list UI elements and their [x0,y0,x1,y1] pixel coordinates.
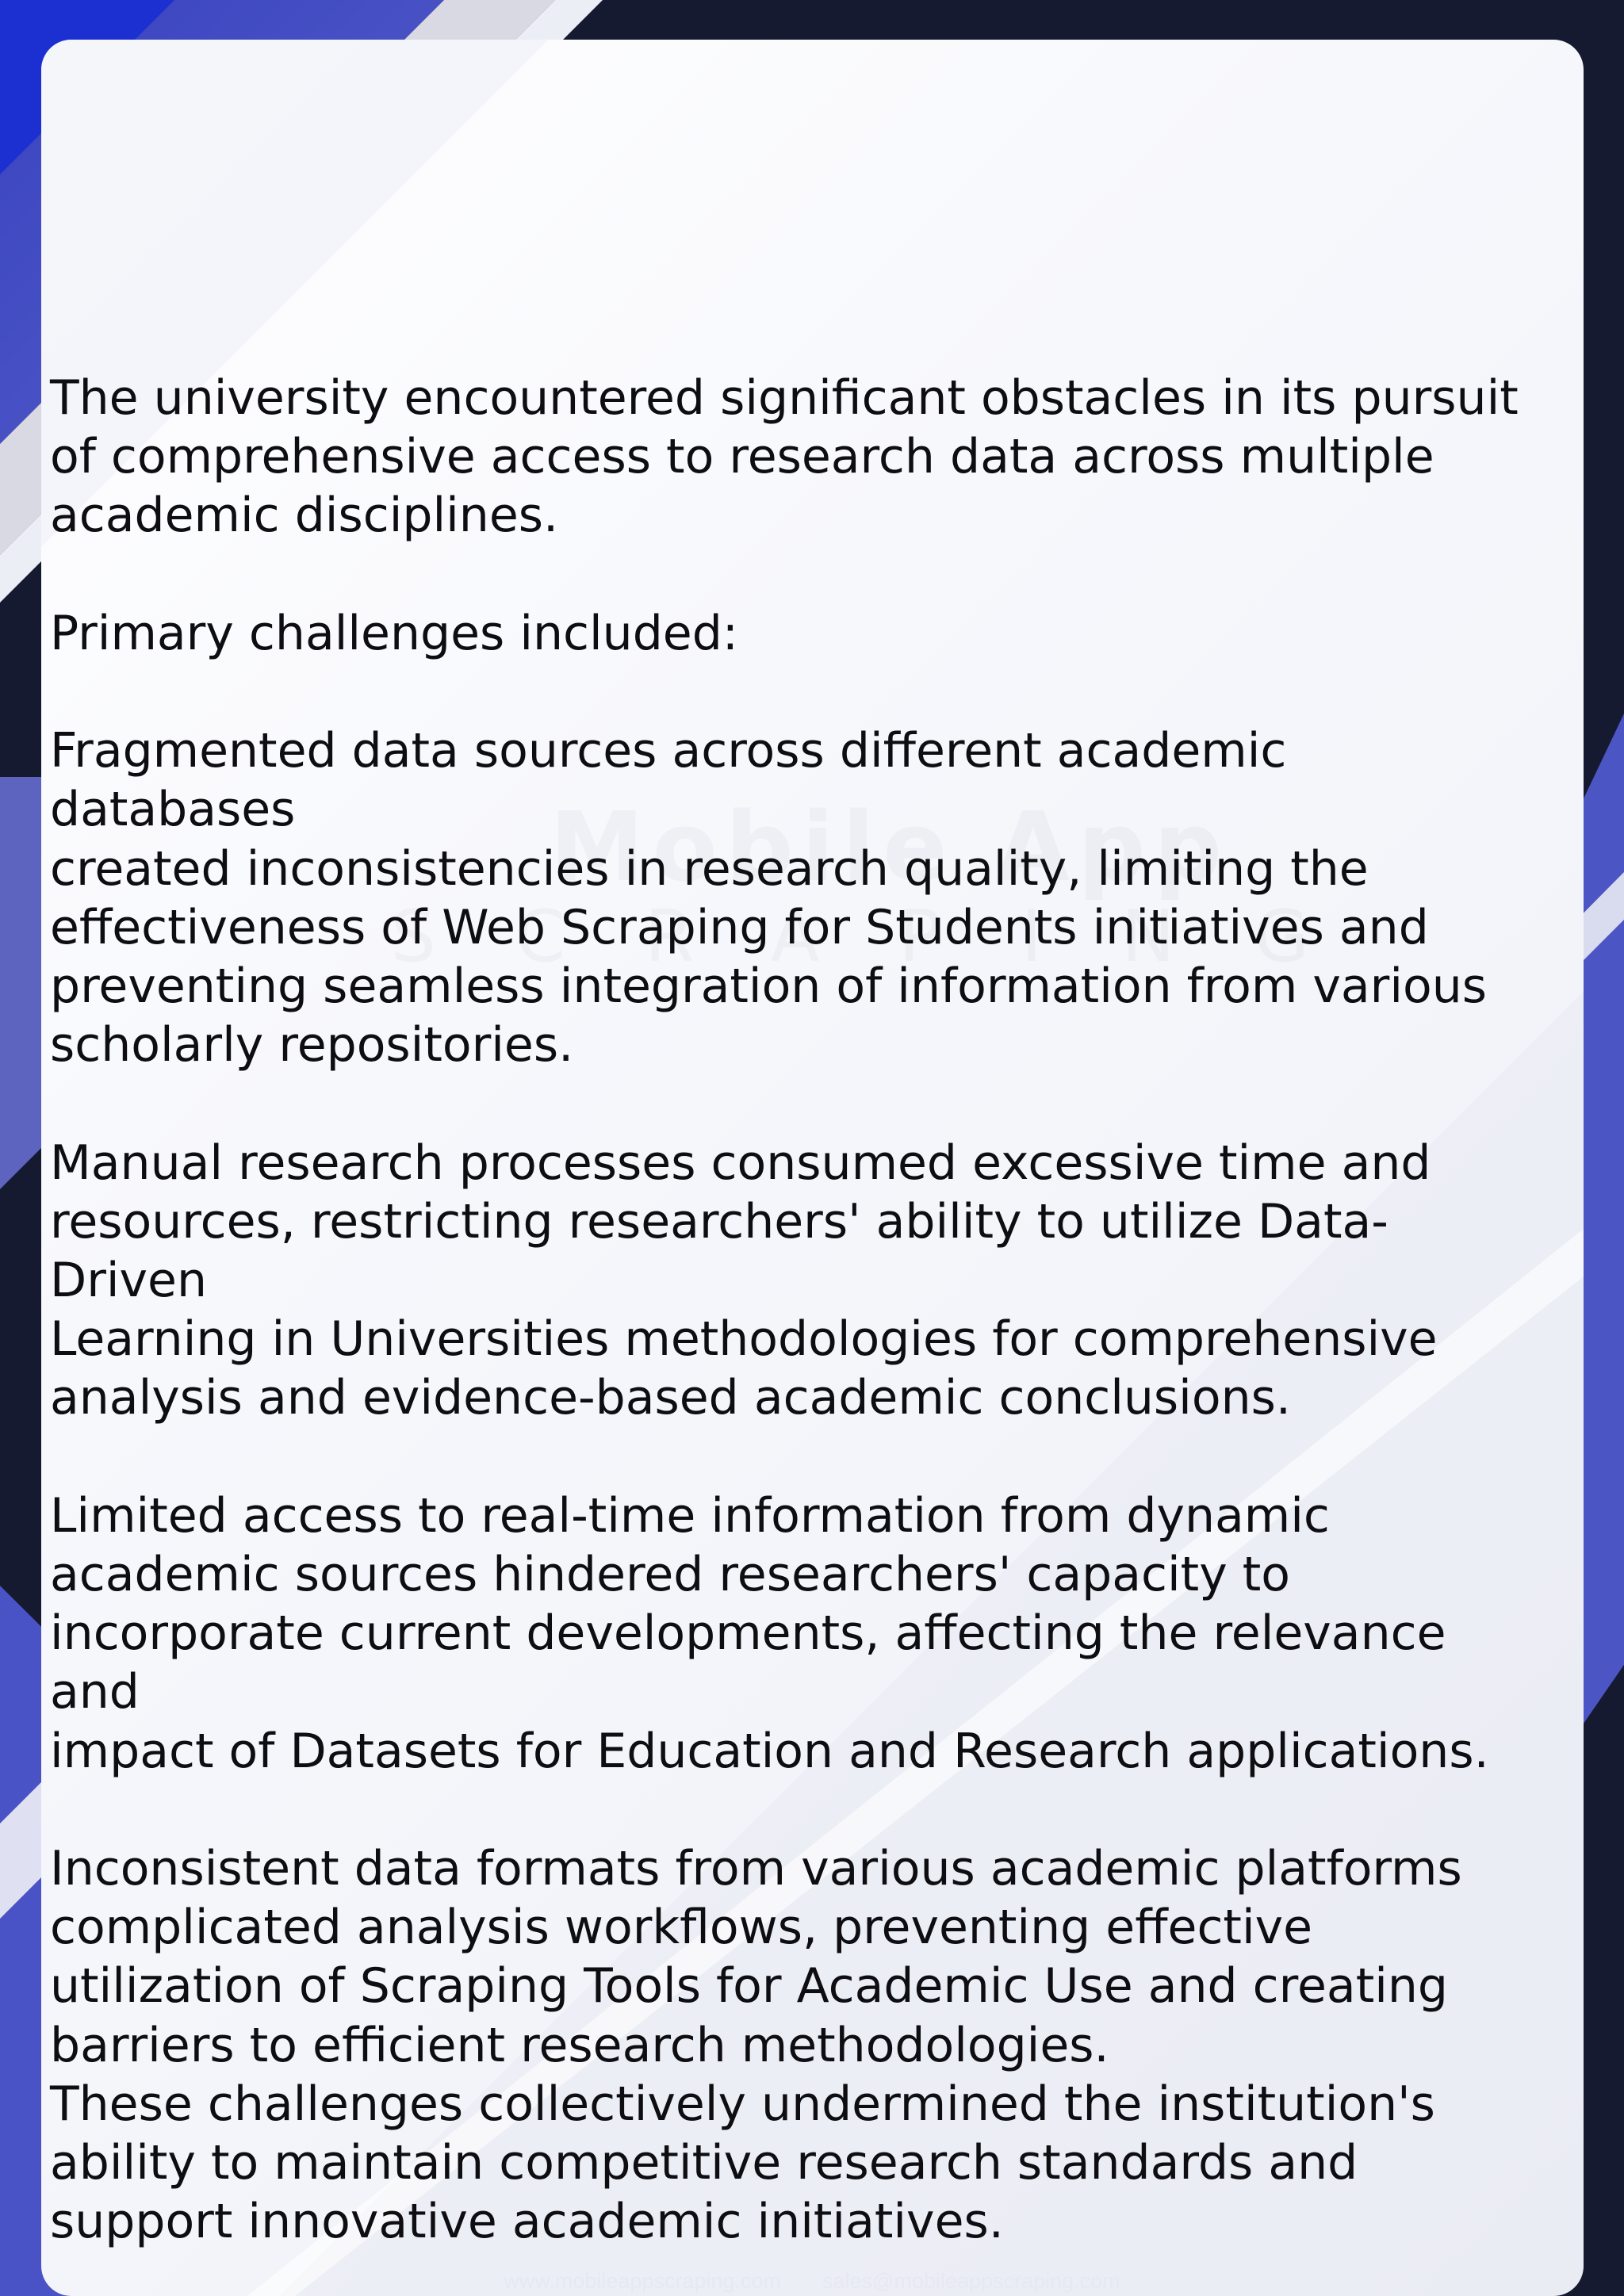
challenges-heading: Primary challenges included: [50,605,739,661]
document-body [50,369,1541,2251]
challenge-paragraph: Fragmented data sources across different academic databases created inconsistencies in research quality, limiting the effectiveness of Web Scraping for Students initiatives and preventing seamless integration of information from various scholarly repositories. [50,723,1487,1073]
challenge-paragraph: Inconsistent data formats from various academic platforms complicated analysis workflows, preventing effective utilization of Scraping Tools for Academic Use and creating barriers to efficient research methodologies. [50,1841,1462,2073]
challenge-paragraph: Manual research processes consumed excessive time and resources, restricting researchers' ability to utilize Data-Driven Learning in Universities methodologies for comprehensive analysis and evidence-based academic conclusions. [50,1135,1438,1426]
challenge-paragraph: Limited access to real-time information from dynamic academic sources hindered researchers' capacity to incorporate current developments, affecting the relevance and impact of Datasets for Education and Research applications. [50,1487,1489,1779]
footer-email-link[interactable]: sales@mobileappscraping.com [822,2269,1120,2293]
footer-website-link[interactable]: www.mobileappscraping.com [504,2269,782,2293]
footer [0,2266,1624,2296]
intro-paragraph: The university encountered significant obstacles in its pursuit of comprehensive access to research data across multiple academic disciplines. [50,370,1519,544]
conclusion-paragraph: These challenges collectively undermined the institution's ability to maintain competitive research standards and support innovative academic initiatives. [50,2076,1435,2250]
